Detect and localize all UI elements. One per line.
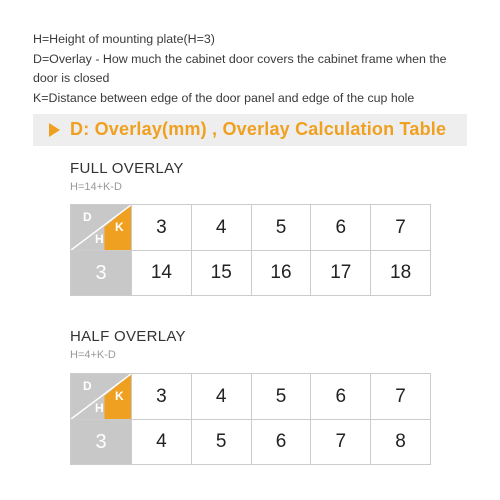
half-overlay-title: HALF OVERLAY xyxy=(70,328,186,345)
corner-label-d: D xyxy=(83,210,92,224)
k-value-cell: 5 xyxy=(251,205,311,251)
h-value-cell: 3 xyxy=(71,420,132,465)
k-value-cell: 6 xyxy=(311,374,371,420)
corner-label-h: H xyxy=(95,232,104,246)
result-cell: 6 xyxy=(251,420,311,465)
banner-title: D: Overlay(mm) , Overlay Calculation Table xyxy=(70,119,447,139)
definitions-block xyxy=(33,30,473,108)
definition-d-continued: door is closed xyxy=(33,71,110,85)
full-overlay-formula: H=14+K-D xyxy=(70,181,122,193)
k-value-cell: 6 xyxy=(311,205,371,251)
result-cell: 17 xyxy=(311,251,371,296)
result-cell: 4 xyxy=(132,420,192,465)
k-value-cell: 5 xyxy=(251,374,311,420)
definition-d: D=Overlay - How much the cabinet door covers the cabinet frame when the xyxy=(33,51,447,66)
result-cell: 16 xyxy=(251,251,311,296)
definition-h: H=Height of mounting plate(H=3) xyxy=(33,32,215,46)
k-value-cell: 4 xyxy=(191,374,251,420)
h-value-cell: 3 xyxy=(71,251,132,296)
result-cell: 5 xyxy=(191,420,251,465)
k-value-cell: 7 xyxy=(371,205,431,251)
result-cell: 14 xyxy=(132,251,192,296)
play-arrow-icon xyxy=(49,123,60,137)
definition-k: K=Distance between edge of the door panel and edge of the cup hole xyxy=(33,90,415,105)
half-overlay-formula: H=4+K-D xyxy=(70,349,116,361)
k-row xyxy=(71,205,431,251)
section-banner xyxy=(33,114,467,146)
k-value-cell: 4 xyxy=(191,205,251,251)
result-cell: 8 xyxy=(371,420,431,465)
corner-label-k: K xyxy=(115,389,124,403)
k-value-cell: 3 xyxy=(132,374,192,420)
result-row xyxy=(71,251,431,296)
k-row xyxy=(71,374,431,420)
full-overlay-table xyxy=(70,204,431,296)
corner-label-d: D xyxy=(83,379,92,393)
k-value-cell: 7 xyxy=(371,374,431,420)
corner-label-k: K xyxy=(115,220,124,234)
result-cell: 18 xyxy=(371,251,431,296)
result-cell: 15 xyxy=(191,251,251,296)
result-row xyxy=(71,420,431,465)
half-overlay-table xyxy=(70,373,431,465)
corner-cell xyxy=(71,374,132,420)
full-overlay-title: FULL OVERLAY xyxy=(70,160,184,177)
corner-cell xyxy=(71,205,132,251)
k-value-cell: 3 xyxy=(132,205,192,251)
corner-label-h: H xyxy=(95,401,104,415)
result-cell: 7 xyxy=(311,420,371,465)
